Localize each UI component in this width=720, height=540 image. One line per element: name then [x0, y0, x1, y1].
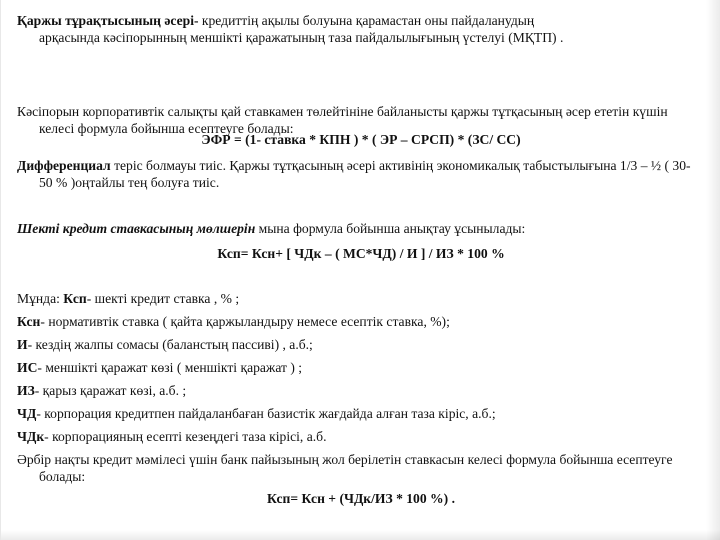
- definition-text: - қарыз қаражат көзі, а.б. ;: [34, 383, 187, 398]
- paragraph-text: кредиттің ақылы болуына қарамастан оны пайдаланудың: [198, 13, 535, 28]
- definition-term: ИЗ: [17, 383, 35, 398]
- definition-term: ЧДк: [17, 429, 45, 444]
- formula-efr: ЭФР = (1- ставка * КПН ) * ( ЭР – СРСП) * (ЗС/ СС): [201, 132, 521, 147]
- formula-ksp-simple: [1, 490, 720, 507]
- slide-shadow-bottom: [1, 530, 720, 540]
- paragraph-line: [17, 12, 697, 29]
- definition-text: - шекті кредит ставка , % ;: [86, 291, 240, 306]
- paragraph-limit-rate: [17, 220, 697, 237]
- definition-text: - корпорацияның есепті кезеңдегі таза кірісі, а.б.: [44, 429, 327, 444]
- term-limit-rate: Шекті кредит ставкасының мөлшерін: [17, 221, 256, 236]
- definition-term: Ксн: [17, 314, 41, 329]
- definition-ksp: [17, 290, 697, 307]
- definition-iz: [17, 382, 697, 399]
- definition-term: И: [17, 337, 28, 352]
- definition-ksn: [17, 313, 697, 330]
- paragraph-text: теріс болмауы тиіс. Қаржы тұтқасының әсері активінің экономикалық табыстылығына 1/3 – ½ ( 30- 50 % )оңтайлы тең болуға тиіс.: [39, 158, 691, 190]
- term-differential: Дифференциал: [17, 158, 111, 173]
- definition-term: ИС: [17, 360, 38, 375]
- definition-term: Ксп: [63, 291, 87, 306]
- definition-text: - меншікті қаражат көзі ( меншікті қаражат ) ;: [37, 360, 303, 375]
- definition-i: [17, 336, 697, 353]
- definition-chdk: [17, 428, 697, 445]
- definition-chd: [17, 405, 697, 422]
- definition-text: - нормативтік ставка ( қайта қаржыландыру немесе есептік ставка, %);: [40, 314, 450, 329]
- formula-ksp: Ксп= Ксн+ [ ЧДк – ( МС*ЧД) / И ] / ИЗ * 100 %: [217, 246, 505, 261]
- definition-is: [17, 359, 697, 376]
- paragraph-differential: [17, 157, 697, 191]
- definition-term: ЧД: [17, 406, 37, 421]
- formula-text: Ксп= Ксн + (ЧДк/ИЗ * 100 %): [267, 491, 449, 506]
- paragraph-bank-rate: Әрбір нақты кредит мәмілесі үшін банк пайызының жол берілетін ставкасын келесі формула бойынша есептеуге болады:: [17, 452, 673, 484]
- paragraph-line: арқасында кәсіпорынның меншікті қаражатының таза пайдалылығының үстелуі (МҚТП) .: [39, 30, 564, 45]
- slide-shadow-right: [706, 0, 720, 540]
- definition-text: - корпорация кредитпен пайдаланбаған базистік жағдайда алған таза кіріс, а.б.;: [36, 406, 496, 421]
- definition-prefix: Мұнда:: [17, 291, 64, 306]
- definition-text: - кездің жалпы сомасы (баланстың пассиві) , а.б.;: [27, 337, 313, 352]
- paragraph-corporate-tax: Кәсіпорын корпоративтік салықты қай ставкамен төлейтініне байланысты қаржы тұтқасының әсер ететін күшін келесі формула бойынша есептеуге болады:: [17, 104, 668, 136]
- paragraph-text: мына формула бойынша анықтау ұсынылады:: [255, 221, 526, 236]
- formula-end-mark: .: [448, 491, 455, 506]
- paragraph-financial-leverage: [17, 12, 697, 46]
- term-financial-leverage: Қаржы тұрақтысының әсері-: [17, 13, 199, 28]
